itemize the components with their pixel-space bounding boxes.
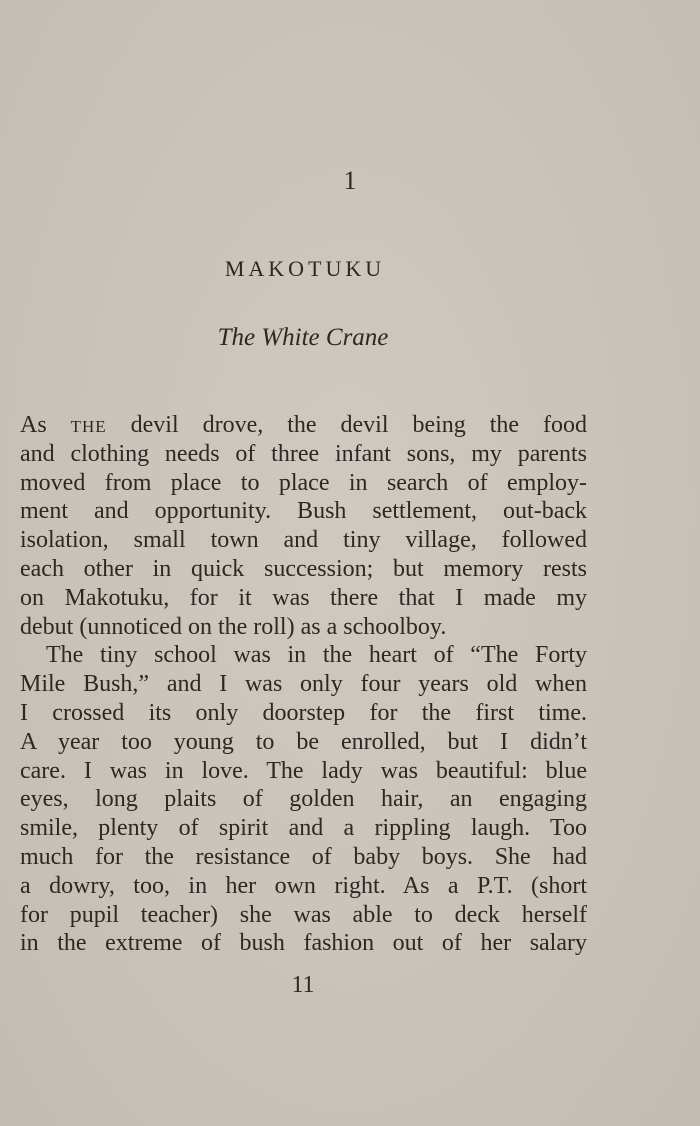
text-line-16: much for the resistance of baby boys. She had [20, 843, 587, 870]
text-line-18: for pupil teacher) she was able to deck herself [20, 901, 587, 928]
text-line-5: isolation, small town and tiny village, followed [20, 527, 587, 554]
text-line-9: The tiny school was in the heart of “The Forty [46, 642, 587, 669]
text-line-6: each other in quick succession; but memory rests [20, 555, 587, 582]
page-number: 11 [291, 972, 315, 998]
chapter-number: 1 [343, 166, 357, 195]
text-line-2: and clothing needs of three infant sons, my parents [20, 440, 587, 467]
text-line-10: Mile Bush,” and I was only four years old when [20, 671, 587, 698]
text-line-19: in the extreme of bush fashion out of her salary [20, 930, 587, 957]
chapter-subtitle: The White Crane [217, 324, 389, 351]
line-text: devil drove, the devil being the food [130, 412, 588, 438]
body-text [20, 411, 587, 958]
text-line-17: a dowry, too, in her own right. As a P.T. (short [20, 872, 587, 899]
text-line-12: A year too young to be enrolled, but I didn’t [20, 728, 587, 755]
first-word-smallcaps: the [70, 412, 107, 438]
text-line-4: ment and opportunity. Bush settlement, out-back [20, 498, 587, 525]
text-line-3: moved from place to place in search of employ- [20, 469, 587, 496]
text-line-11: I crossed its only doorstep for the first time. [20, 699, 587, 726]
first-word: As [20, 412, 47, 438]
text-line-14: eyes, long plaits of golden hair, an engaging [20, 786, 587, 813]
text-line-13: care. I was in love. The lady was beautiful: blue [20, 757, 587, 784]
text-line-8: debut (unnoticed on the roll) as a schoolboy. [20, 613, 447, 640]
text-line-7: on Makotuku, for it was there that I made my [20, 584, 587, 611]
text-line-1 [20, 411, 587, 440]
chapter-title: MAKOTUKU [224, 256, 386, 281]
text-line-15: smile, plenty of spirit and a rippling laugh. Too [20, 815, 587, 842]
